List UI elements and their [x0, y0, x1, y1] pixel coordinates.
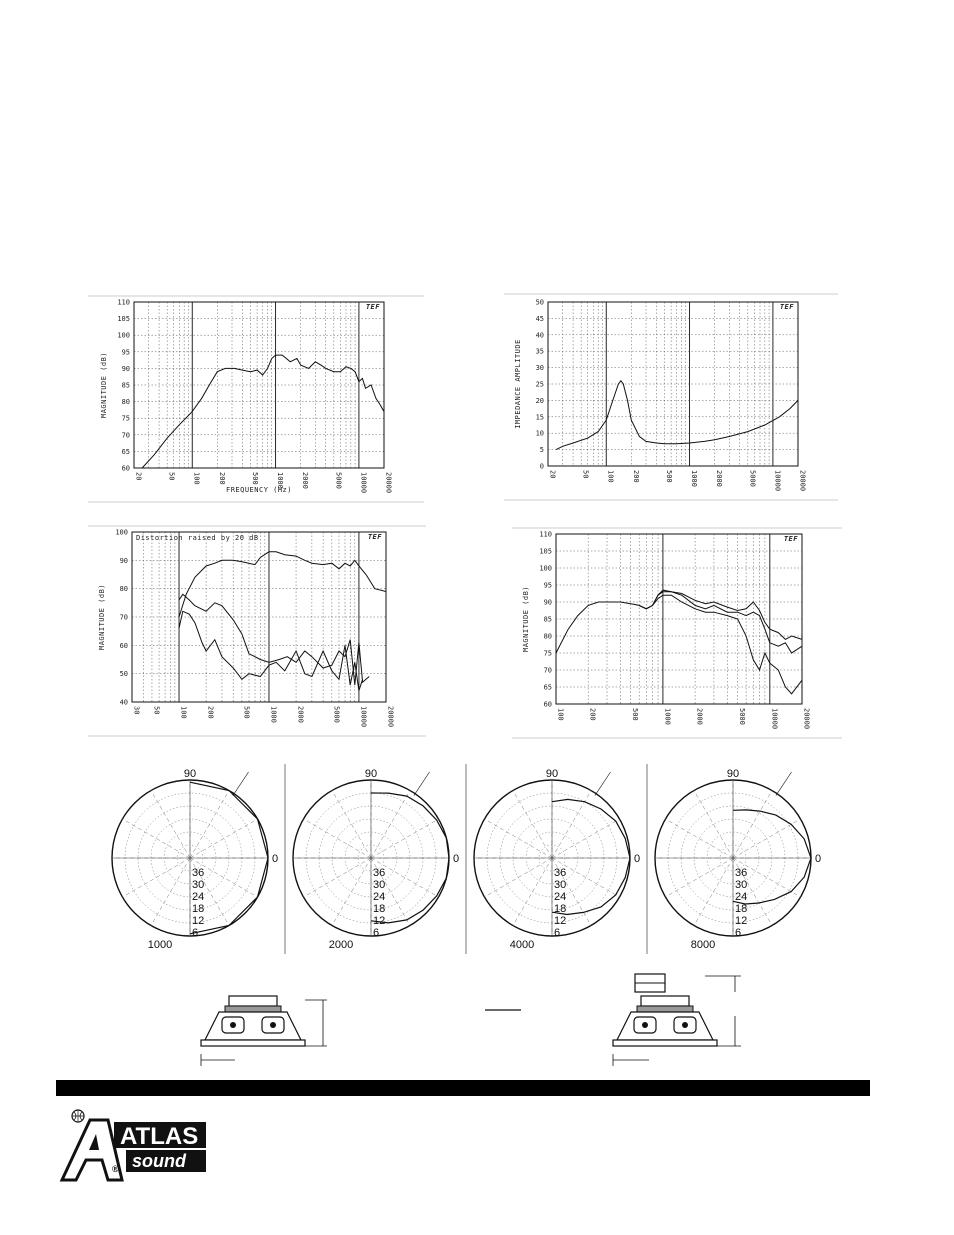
- polar-plots: [104, 762, 834, 958]
- y-tick-label: 95: [121, 348, 130, 357]
- x-tick-label: 2000: [296, 706, 305, 723]
- polar-label-0: 0: [272, 853, 279, 865]
- x-tick-label: 2000: [695, 708, 704, 725]
- series-line-2: [179, 611, 363, 690]
- y-tick-label: 60: [543, 700, 552, 709]
- polar-leader-line: [776, 772, 792, 796]
- x-tick-label: 500: [242, 706, 251, 719]
- impedance-chart: [504, 290, 849, 505]
- polar-label-90: 90: [183, 768, 197, 780]
- polar-db-label: 6: [554, 927, 561, 939]
- polar-db-label: 24: [373, 891, 386, 903]
- polar-frequency-label: 1000: [147, 939, 173, 951]
- y-tick-label: 10: [535, 429, 544, 438]
- dimension-drawings: [195, 970, 755, 1074]
- x-tick-label: 500: [250, 472, 259, 485]
- x-tick-label: 500: [631, 708, 640, 721]
- y-tick-label: 60: [121, 464, 130, 473]
- polar-spoke: [513, 790, 552, 858]
- x-tick-label: 20000: [798, 470, 807, 492]
- polar-db-label: 36: [735, 867, 748, 879]
- y-tick-label: 30: [535, 364, 544, 373]
- polar-db-label: 12: [735, 915, 748, 927]
- x-tick-label: 1000: [276, 472, 285, 489]
- polar-frequency-label: 8000: [690, 939, 716, 951]
- x-tick-label: 10000: [770, 708, 779, 730]
- distortion-svg: [88, 522, 438, 728]
- polar-row-svg: [104, 762, 834, 958]
- y-tick-label: 0: [539, 462, 544, 471]
- x-tick-label: 200: [206, 706, 215, 719]
- polar-db-label: 12: [554, 915, 567, 927]
- y-tick-label: 70: [121, 431, 130, 440]
- y-tick-label: 90: [121, 364, 130, 373]
- x-tick-label: 5000: [332, 706, 341, 723]
- polar-frequency-label: 4000: [509, 939, 535, 951]
- y-tick-label: 50: [119, 670, 128, 679]
- polar-spoke: [303, 858, 371, 897]
- y-tick-label: 70: [119, 613, 128, 622]
- polar-db-label: 24: [735, 891, 748, 903]
- polar-spoke: [371, 819, 439, 858]
- x-axis-label: FREQUENCY (Hz): [225, 486, 293, 494]
- polar-label-90: 90: [726, 768, 740, 780]
- polar-db-label: 6: [192, 927, 199, 939]
- corner-mark: TEF: [783, 535, 798, 543]
- polar-db-label: 18: [735, 903, 748, 915]
- polar-db-label: 36: [554, 867, 567, 879]
- y-axis-label: IMPEDANCE AMPLITUDE: [514, 339, 522, 429]
- polar-db-label: 30: [735, 879, 748, 891]
- polar-spoke: [151, 790, 190, 858]
- polar-db-label: 12: [192, 915, 205, 927]
- y-tick-label: 105: [117, 315, 130, 324]
- polar-db-label: 24: [554, 891, 567, 903]
- y-tick-label: 105: [539, 547, 552, 556]
- impedance-svg: [504, 290, 849, 505]
- x-tick-label: 10000: [359, 472, 368, 494]
- polar-spoke: [332, 790, 371, 858]
- y-tick-label: 100: [117, 331, 130, 340]
- x-tick-label: 1000: [690, 470, 699, 487]
- footer-bar: [56, 1080, 870, 1096]
- y-tick-label: 90: [119, 556, 128, 565]
- x-tick-label: 20000: [384, 472, 393, 494]
- corner-mark: TEF: [367, 533, 382, 541]
- polar-spoke: [303, 819, 371, 858]
- frequency-response-svg: [88, 292, 428, 507]
- x-tick-label: 200: [217, 472, 226, 485]
- polar-leader-line: [414, 772, 430, 796]
- y-axis-label: MAGNITUDE (dB): [522, 585, 530, 653]
- plot-frame: [134, 302, 384, 468]
- speaker-side-view-left: [201, 996, 327, 1066]
- y-tick-label: 110: [539, 530, 552, 539]
- y-tick-label: 110: [117, 298, 130, 307]
- y-tick-label: 40: [535, 331, 544, 340]
- x-tick-label: 30: [132, 706, 141, 715]
- atlas-sound-logo: [56, 1102, 216, 1196]
- y-tick-label: 80: [121, 398, 130, 407]
- y-tick-label: 35: [535, 347, 544, 356]
- speaker-side-view-right: [613, 974, 741, 1066]
- x-tick-label: 20000: [386, 706, 395, 728]
- polar-label-90: 90: [364, 768, 378, 780]
- x-tick-label: 20: [134, 472, 143, 481]
- y-tick-label: 90: [543, 598, 552, 607]
- x-tick-label: 10000: [359, 706, 368, 728]
- series-line-1: [639, 592, 802, 653]
- x-tick-label: 50: [167, 472, 176, 481]
- polar-label-0: 0: [634, 853, 641, 865]
- y-tick-label: 40: [119, 698, 128, 707]
- polar-db-label: 6: [735, 927, 742, 939]
- polar-db-label: 6: [373, 927, 380, 939]
- polar-db-label: 30: [373, 879, 386, 891]
- polar-label-90: 90: [545, 768, 559, 780]
- x-tick-label: 100: [556, 708, 565, 721]
- x-tick-label: 2000: [301, 472, 310, 489]
- series-line-0: [556, 381, 798, 450]
- x-tick-label: 5000: [738, 708, 747, 725]
- polar-db-label: 36: [373, 867, 386, 879]
- x-tick-label: 20: [548, 470, 557, 479]
- logo-svg: [56, 1102, 216, 1192]
- polar-db-label: 30: [554, 879, 567, 891]
- polar-leader-line: [233, 772, 249, 796]
- x-tick-label: 100: [606, 470, 615, 483]
- y-tick-label: 80: [543, 632, 552, 641]
- y-tick-label: 5: [539, 446, 544, 455]
- y-tick-label: 75: [121, 414, 130, 423]
- x-tick-label: 200: [631, 470, 640, 483]
- off-axis-response-chart: [512, 524, 854, 730]
- x-tick-label: 2000: [715, 470, 724, 487]
- x-tick-label: 10000: [773, 470, 782, 492]
- polar-db-label: 36: [192, 867, 205, 879]
- y-tick-label: 65: [121, 447, 130, 456]
- polar-spoke: [694, 790, 733, 858]
- y-tick-label: 50: [535, 298, 544, 307]
- y-tick-label: 100: [115, 528, 128, 537]
- polar-db-label: 30: [192, 879, 205, 891]
- y-tick-label: 100: [539, 564, 552, 573]
- y-tick-label: 80: [119, 585, 128, 594]
- polar-db-label: 12: [373, 915, 386, 927]
- polar-db-label: 24: [192, 891, 205, 903]
- polar-spoke: [484, 819, 552, 858]
- polar-db-label: 18: [373, 903, 386, 915]
- y-tick-label: 85: [543, 615, 552, 624]
- distortion-chart: [88, 522, 438, 728]
- polar-leader-line: [595, 772, 611, 796]
- x-tick-label: 100: [192, 472, 201, 485]
- y-tick-label: 75: [543, 649, 552, 658]
- y-axis-label: MAGNITUDE (dB): [100, 351, 108, 419]
- y-tick-label: 45: [535, 314, 544, 323]
- polar-spoke: [122, 819, 190, 858]
- x-tick-label: 1000: [269, 706, 278, 723]
- corner-mark: TEF: [365, 303, 380, 311]
- frequency-response-chart: [88, 292, 428, 507]
- polar-label-0: 0: [453, 853, 460, 865]
- polar-db-label: 18: [554, 903, 567, 915]
- polar-label-0: 0: [815, 853, 822, 865]
- plot-frame: [548, 302, 798, 466]
- x-tick-label: 20000: [802, 708, 811, 730]
- y-tick-label: 65: [543, 683, 552, 692]
- y-tick-label: 85: [121, 381, 130, 390]
- logo-brand-top: ATLAS: [120, 1123, 199, 1150]
- y-tick-label: 70: [543, 666, 552, 675]
- x-tick-label: 1000: [663, 708, 672, 725]
- off-axis-response-svg: [512, 524, 854, 730]
- corner-mark: TEF: [779, 303, 794, 311]
- polar-spoke: [190, 819, 258, 858]
- x-tick-label: 500: [664, 470, 673, 483]
- y-tick-label: 20: [535, 396, 544, 405]
- logo-brand-bottom: sound: [132, 1151, 186, 1171]
- y-tick-label: 60: [119, 641, 128, 650]
- x-tick-label: 5000: [334, 472, 343, 489]
- y-axis-label: MAGNITUDE (dB): [98, 583, 106, 651]
- y-tick-label: 15: [535, 413, 544, 422]
- registered-mark: ®: [112, 1164, 119, 1174]
- y-tick-label: 25: [535, 380, 544, 389]
- x-tick-label: 50: [581, 470, 590, 479]
- series-line-0: [142, 355, 384, 468]
- x-tick-label: 5000: [748, 470, 757, 487]
- x-tick-label: 50: [152, 706, 161, 715]
- y-tick-label: 95: [543, 581, 552, 590]
- x-tick-label: 200: [588, 708, 597, 721]
- polar-frequency-label: 2000: [328, 939, 354, 951]
- polar-spoke: [665, 819, 733, 858]
- series-line-2: [639, 595, 802, 694]
- polar-db-label: 18: [192, 903, 205, 915]
- chart-annotation: Distortion raised by 20 dB: [136, 534, 259, 542]
- x-tick-label: 100: [179, 706, 188, 719]
- dimension-drawings-svg: [195, 970, 755, 1074]
